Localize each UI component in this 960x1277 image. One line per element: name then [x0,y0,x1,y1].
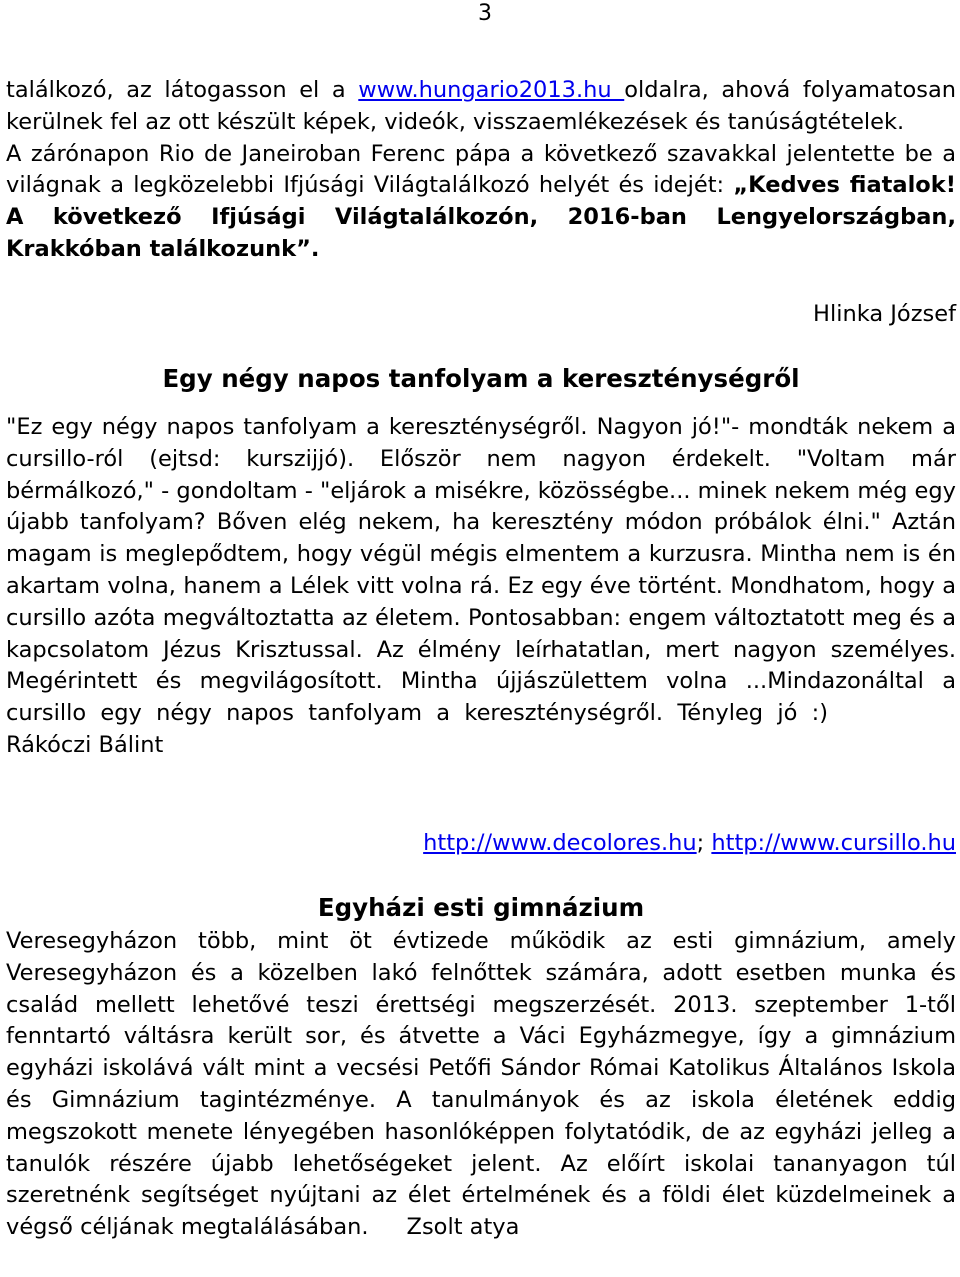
signature-hlinka: Hlinka József [813,301,956,327]
heading-gimnazium: Egyházi esti gimnázium [317,893,645,922]
section-gimnazium [6,926,956,1244]
cursillo-links [6,828,956,860]
signature-zsolt: Zsolt atya [406,1214,520,1241]
section-hungario [6,75,956,266]
heading-cursillo-wrapper [6,363,956,395]
link-separator: ; [696,830,712,856]
intro-text-after: oldalra, ahová folyamatosan kerülnek fel az ott készült képek, videók, visszaemlékezések és tanúságtételek. [6,77,957,135]
hungario-link[interactable]: www.hungario2013.hu [358,77,625,103]
cursillo-body: "Ez egy négy napos tanfolyam a kereszténységről. Nagyon jó!"- mondták nekem a cursillo-ról (ejtsd: kurszijjó). Először nem nagyon érdekelt. "Voltam már bérmálkozó," - gondoltam - "eljárok a misékre, közösségbe... minek nekem még egy újabb tanfolyam? Bőven elég nekem, ha keresztény módon próbálok élni." Aztán magam is meglepődtem, hogy végül mégis elmentem a kurzusra. Mintha nem is én akartam volna, hanem a Lélek vitt volna rá. Ez egy éve történt. Mondhatom, hogy a cursillo azóta megváltoztatta az életem. Pontosabban: engem változtatott meg és a kapcsolatom Jézus Krisztussal. Az élmény leírhatatlan, mert nagyon személyes. Megérintett és megvilágosított. Mintha újjászülettem volna ...Mindazonáltal a cursillo egy négy napos tanfolyam a kereszténységről. Tényleg jó :) [6,414,956,727]
announcement-text: A zárónapon Rio de Janeiroban Ferenc pápa a következő szavakkal jelentette be a világnak a legközelebbi Ifjúsági Világtalálkozó helyét és idejét: [6,140,956,199]
decolores-link[interactable]: http://www.decolores.hu [423,830,697,856]
paragraph-gimnazium [6,926,956,1244]
paragraph-intro [6,75,956,139]
signature-rakoczi: Rákóczi Bálint [6,731,164,758]
section-cursillo [6,412,956,762]
gimnazium-body: Veresegyházon több, mint öt évtizede működik az esti gimnázium, amely Veresegyházon és a közelben lakó felnőttek számára, adott esetben munka és család mellett lehetővé teszi érettségi megszerzését. 2013. szeptember 1-től fenntartó váltásra került sor, és átvette a Váci Egyházmegye, így a gimnázium egyházi iskolává vált mint a vecsési Petőfi Sándor Római Katolikus Általános Iskola és Gimnázium tagintézménye. A tanulmányok és az iskola életének eddig megszokott menete lényegében hasonlóképpen folytatódik, de az egyházi jelleg a tanulók részére újabb lehetőségeket jelent. Az előírt iskolai tananyagon túl szeretnénk segítséget nyújtani az élet értelmének és a földi élet küzdelmeinek a végső céljának megtalálásában. [6,928,956,1241]
heading-gimnazium-wrapper [6,892,956,924]
heading-cursillo: Egy négy napos tanfolyam a kereszténységről [162,364,800,393]
intro-text-before: találkozó, az látogasson el a [6,77,359,103]
paragraph-pope-announcement [6,139,956,266]
announcement-quote: „Kedves fiatalok! A következő Ifjúsági Világtalálkozón, 2016-ban Lengyelországban, Krakkóban találkozunk”. [6,172,956,262]
cursillo-link[interactable]: http://www.cursillo.hu [711,830,956,856]
paragraph-cursillo [6,412,956,762]
page-number: 3 [478,1,492,26]
